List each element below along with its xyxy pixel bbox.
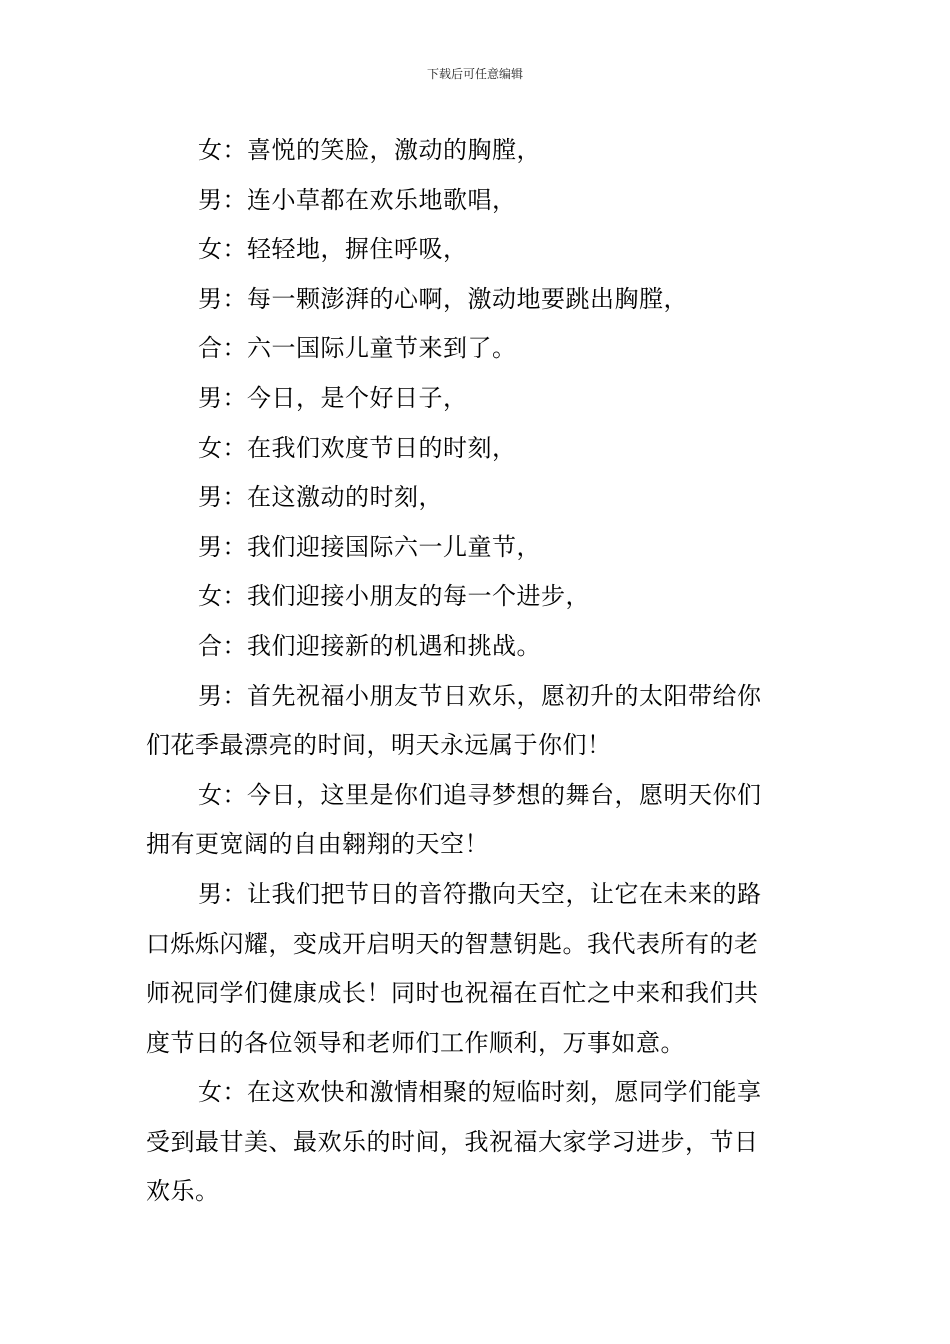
text-line: 女：我们迎接小朋友的每一个进步， xyxy=(198,582,590,611)
text-line: 男：连小草都在欢乐地歌唱， xyxy=(198,185,517,214)
text-line: 师祝同学们健康成长！同时也祝福在百忙之中来和我们共 xyxy=(146,979,759,1008)
text-line: 度节日的各位领导和老师们工作顺利，万事如意。 xyxy=(146,1028,685,1057)
text-line: 女：今日，这里是你们追寻梦想的舞台，愿明天你们 xyxy=(198,780,762,809)
text-line: 欢乐。 xyxy=(146,1177,220,1206)
header-note: 下载后可任意编辑 xyxy=(426,67,523,81)
text-line: 们花季最漂亮的时间，明天永远属于你们！ xyxy=(146,731,612,760)
text-line: 男：在这激动的时刻， xyxy=(198,483,443,512)
text-line: 女：喜悦的笑脸，激动的胸膛， xyxy=(198,136,541,164)
text-line: 女：在我们欢度节日的时刻， xyxy=(198,433,517,462)
text-line: 受到最甘美、最欢乐的时间，我祝福大家学习进步，节日 xyxy=(146,1127,759,1156)
text-line: 男：我们迎接国际六一儿童节， xyxy=(198,532,541,561)
text-line: 男：首先祝福小朋友节日欢乐，愿初升的太阳带给你 xyxy=(198,681,762,710)
text-line: 口烁烁闪耀，变成开启明天的智慧钥匙。我代表所有的老 xyxy=(146,929,759,958)
text-line: 合：我们迎接新的机遇和挑战。 xyxy=(198,631,541,660)
text-line: 男：今日，是个好日子， xyxy=(198,383,468,412)
text-line: 女：在这欢快和激情相聚的短临时刻，愿同学们能享 xyxy=(198,1078,762,1107)
text-line: 女：轻轻地，摒住呼吸， xyxy=(198,235,468,264)
text-line: 拥有更宽阔的自由翱翔的天空！ xyxy=(146,830,489,859)
text-line: 男：让我们把节日的音符撒向天空，让它在未来的路 xyxy=(198,879,762,908)
text-line: 合：六一国际儿童节来到了。 xyxy=(198,334,517,363)
text-line: 男：每一颗澎湃的心啊，激动地要跳出胸膛， xyxy=(198,284,688,313)
document-body xyxy=(146,126,808,1217)
